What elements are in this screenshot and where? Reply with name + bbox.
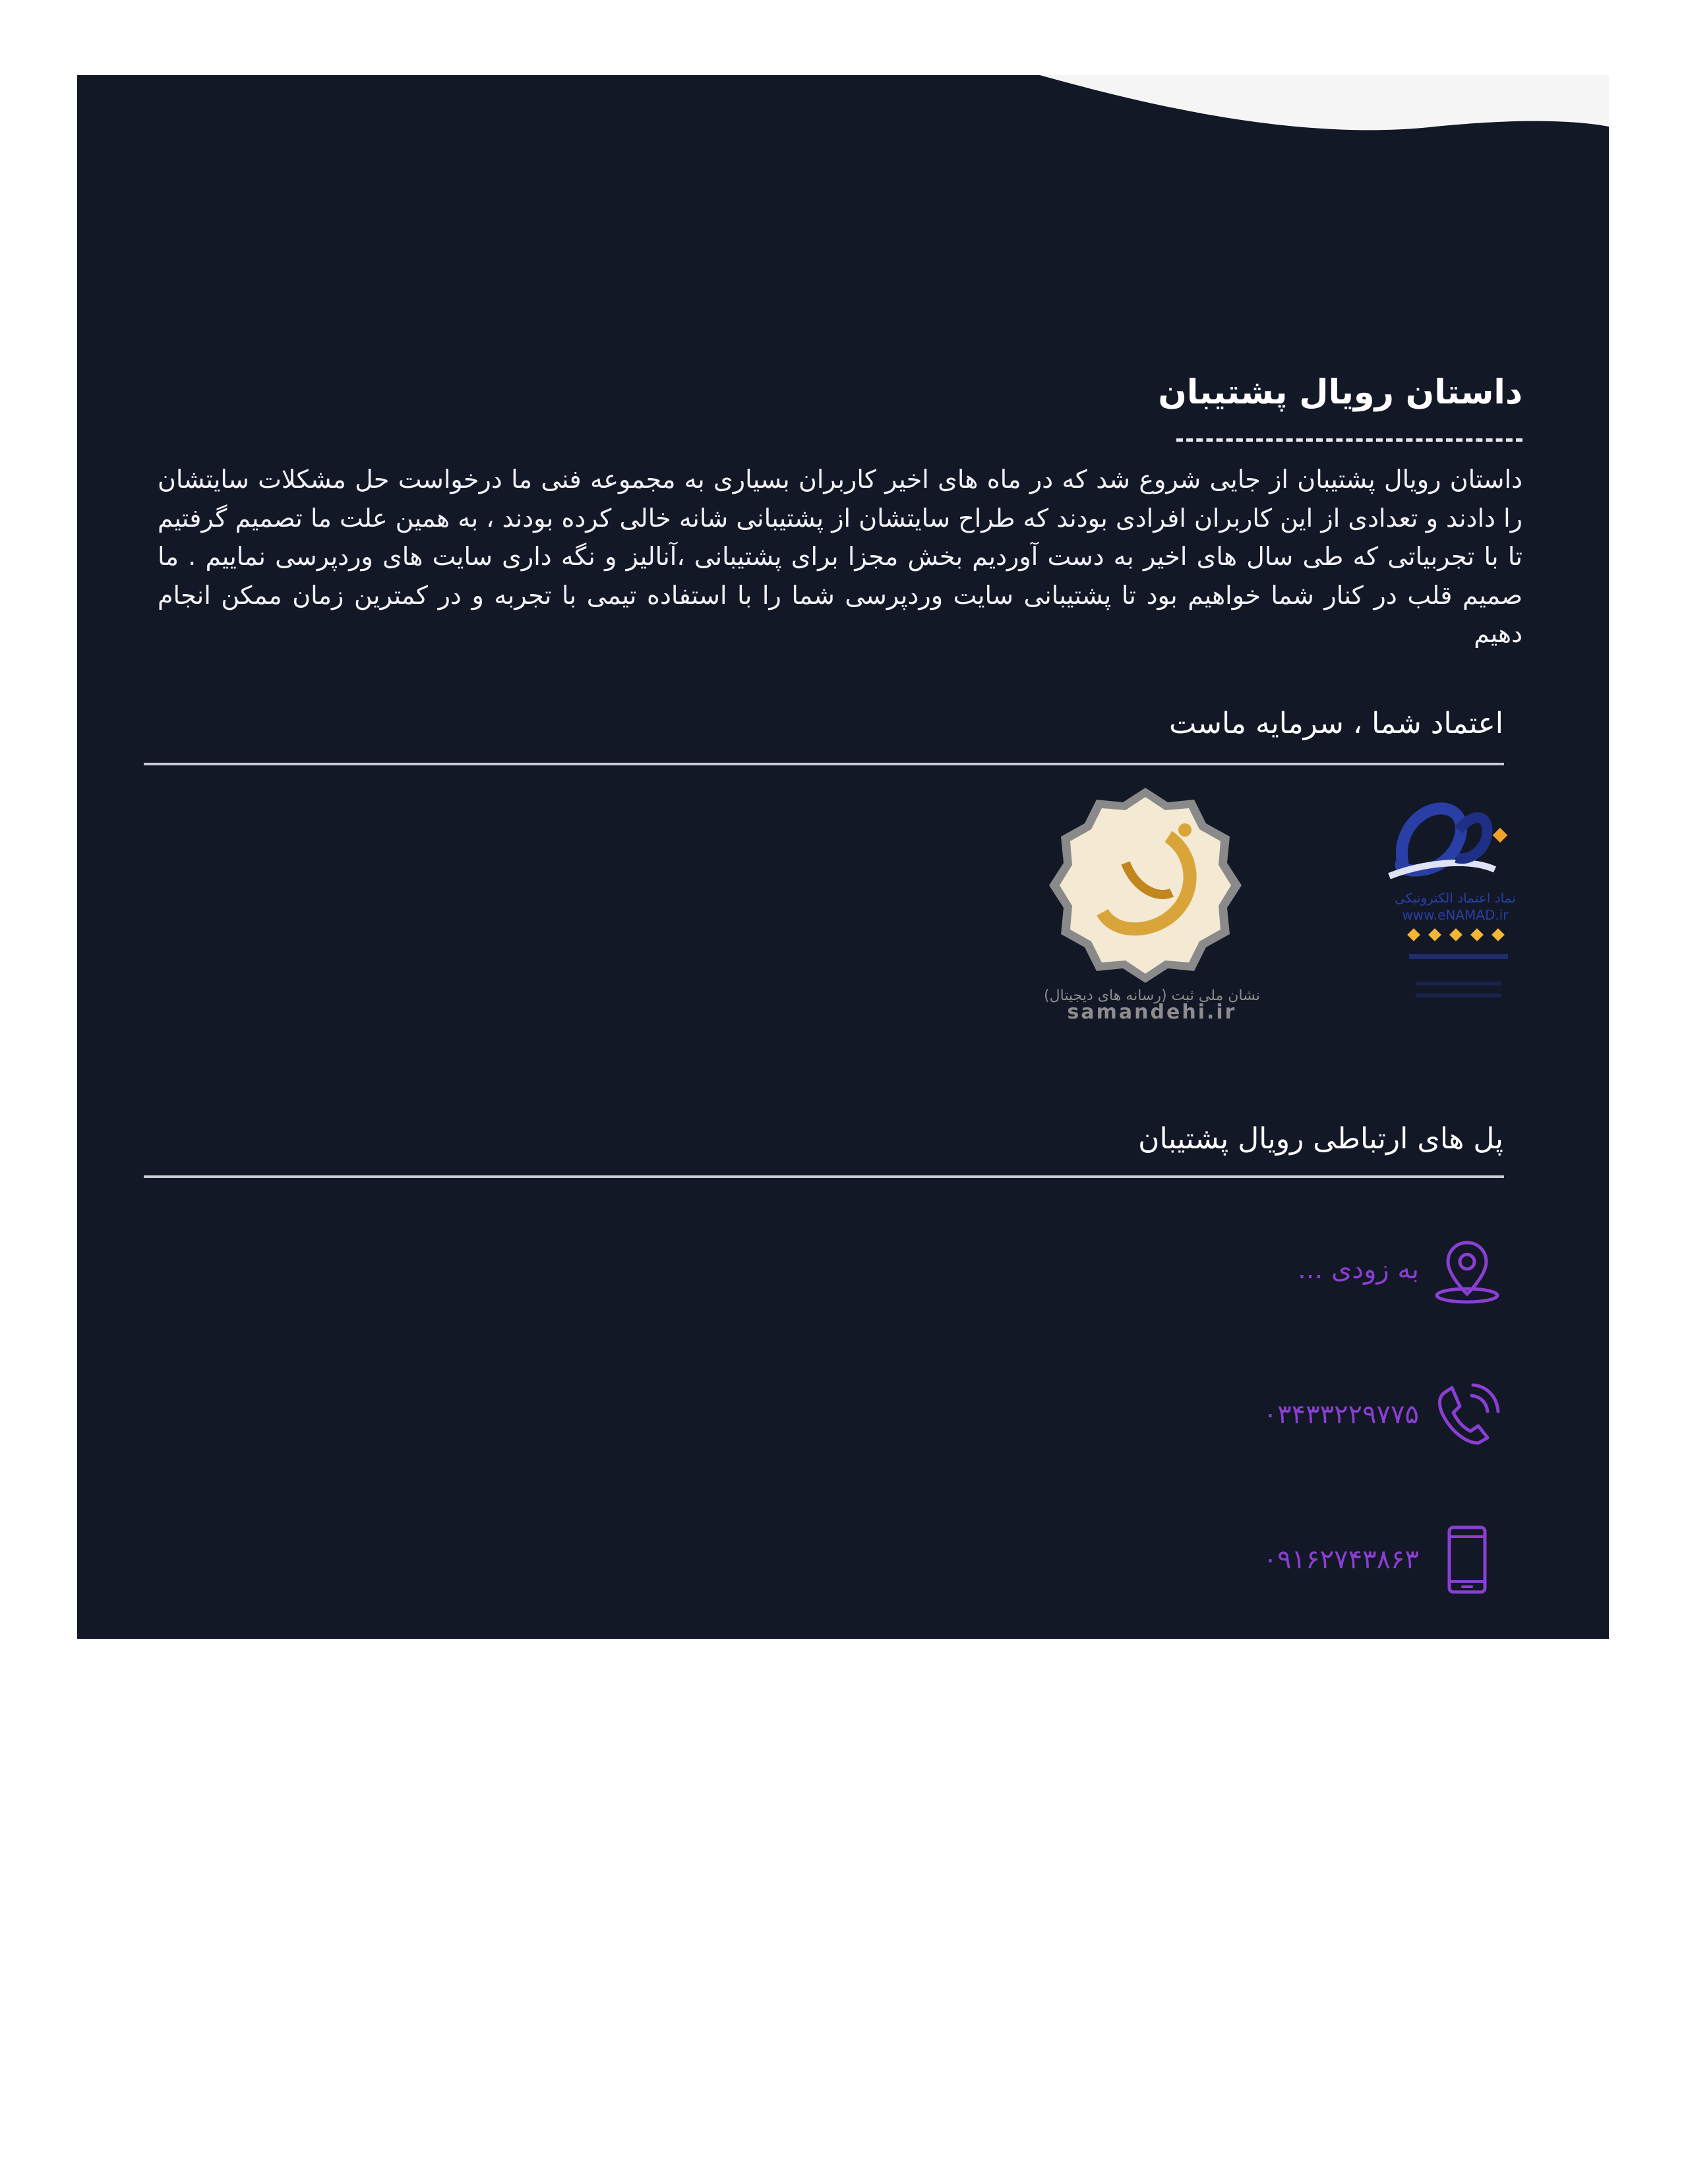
- contact-mobile[interactable]: [1108, 1523, 1503, 1596]
- about-text: داستان رویال پشتیبان از جایی شروع شد که در ماه های اخیر کاربران بسیاری به مجموعه فنی ما درخواست حل مشکلات سایتشان را دادند و تعدادی از این کاربران افرادی بودند که طراح سایتشان از پشتیبانی شانه خالی کرده بودند ، به همین علت ما تصمیم گرفتیم تا با تجربیاتی که طی سال های اخیر به دست آوردیم بخش مجزا برای پشتیبانی ،آنالیز و نگه داری سایت های وردپرسی نماییم . ما صمیم قلب در کنار شما خواهیم بود تا پشتیبانی سایت وردپرسی شما را با استفاده تیمی با تجربه و در کمترین زمان ممکن انجام دهیم: [158, 465, 1522, 648]
- phone-icon: [1431, 1378, 1503, 1451]
- trust-divider: [144, 763, 1504, 765]
- enamad-line-2: www.eNAMAD.ir: [1402, 907, 1509, 923]
- address-text: به زودی ...: [1298, 1254, 1419, 1285]
- enamad-badge[interactable]: [1317, 784, 1561, 1008]
- phone-text[interactable]: ۰۳۴۳۳۲۲۹۷۷۵: [1263, 1400, 1419, 1430]
- mobile-text[interactable]: ۰۹۱۶۲۷۴۳۸۶۳: [1263, 1545, 1419, 1575]
- samandehi-site: samandehi.ir: [1067, 1001, 1237, 1021]
- site-footer: [77, 75, 1609, 1639]
- location-pin-icon: [1431, 1233, 1503, 1306]
- contact-title: پل های ارتباطی رویال پشتیبان: [1138, 1122, 1503, 1156]
- samandehi-badge-icon: [1027, 784, 1264, 1021]
- enamad-badge-icon: [1317, 784, 1561, 1008]
- contact-address: [1108, 1233, 1503, 1306]
- footer-top-wave: [77, 75, 1609, 141]
- about-title-underline: [1176, 438, 1522, 442]
- contact-divider: [144, 1175, 1504, 1178]
- samandehi-badge[interactable]: [1027, 784, 1264, 1021]
- enamad-line-1: نماد اعتماد الکترونیکی: [1395, 890, 1516, 906]
- samandehi-caption: نشان ملی ثبت (رسانه های دیجیتال): [1044, 988, 1260, 1004]
- about-title: داستان رویال پشتیبان: [1158, 373, 1522, 412]
- contact-phone[interactable]: [1108, 1378, 1503, 1451]
- mobile-icon: [1431, 1523, 1503, 1596]
- trust-title: اعتماد شما ، سرمایه ماست: [1168, 707, 1503, 740]
